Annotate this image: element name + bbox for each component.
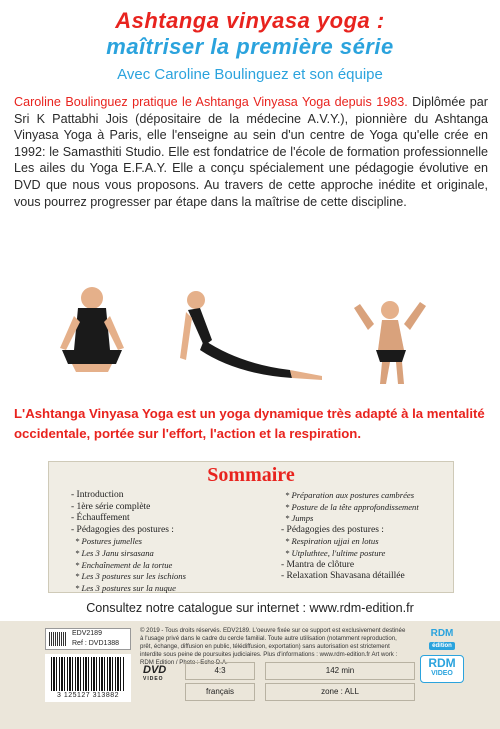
catalogue-link-text: Consultez notre catalogue sur internet : www.rdm-edition.fr [86,601,414,615]
summary-subitem: * Postures jumelles [75,536,142,547]
summary-subitem: * Enchaînement de la tortue [75,559,173,570]
dvd-video-subtext: VIDEO [143,676,164,682]
summary-left-column [71,490,261,594]
subtitle: Avec Caroline Boulinguez et son équipe [117,66,383,83]
summary-subitem: * Jumps [285,513,314,524]
spec-zone: zone : ALL [265,683,415,701]
ref-line: Ref : DVD1388 [72,640,120,647]
summary-subitem: * Les 3 postures sur la nuque [75,582,176,593]
summary-subitem: * Préparation aux postures cambrées [285,490,415,500]
yoga-pose-upward-dog-photo [180,291,322,380]
intro-paragraph [14,94,488,210]
tagline: L'Ashtanga Vinyasa Yoga est un yoga dynamique très adapté à la mentalité occidentale, portée sur l'effort, l'action et la respiration. [14,406,485,441]
rdm-video-logo-text: RDM [428,656,456,670]
ref-code: EDV2189 [72,630,102,637]
title-line-1: Ashtanga vinyasa yoga : [115,8,385,33]
summary-item: - 1ère série complète [71,501,151,512]
summary-item: - Échauffement [71,513,130,524]
edition-logo-text: édition [429,642,455,650]
summary-item: - Pédagogies des postures : [281,524,384,535]
spec-aspect-ratio: 4:3 [185,662,255,680]
summary-item: - Pédagogies des postures : [71,524,174,535]
barcode [45,654,131,702]
summary-box [48,461,454,593]
rdm-logo-text: RDM [430,628,454,639]
summary-title: Sommaire [207,464,295,486]
summary-subitem: * Les 3 Janu sirsasana [75,547,154,558]
spec-language: français [185,683,255,701]
summary-right-column [281,490,451,583]
barcode-icon [51,657,125,691]
reference-box [45,628,131,650]
small-barcode-icon [49,632,67,646]
summary-subitem: * Les 3 postures sur les ischions [75,571,186,582]
yoga-pose-lotus-photo [60,287,124,372]
intro-highlight: Caroline Boulinguez pratique le Ashtanga Vinyasa Yoga depuis 1983. [14,95,408,109]
title-line-2: maîtriser la première série [106,34,394,59]
yoga-pose-arm-balance-photo [354,301,426,384]
barcode-number: 3 125127 313882 [57,692,119,699]
footer-panel [0,621,500,729]
dvd-video-logo [143,664,173,682]
summary-item: - Introduction [71,490,124,500]
intro-body: Diplômée par Sri K Pattabhi Jois (dépositaire de la médecine A.V.Y.), pionnière du Ashtanga Vinyasa Yoga à Paris, elle l'enseigne au sein d'un centre de Yoga qu'elle crée en 1992: le Samasthiti Studio. Elle est fondatrice de l'école de formation professionnelle Les ailes du Yoga E.F.A.Y. Elle a conçu spécialement une pédagogie évolutive en DVD que nous vous proposons. Au travers de cette approche inédite et originale, vous pourrez progresser par étape dans la maîtrise de cette discipline. [14,95,489,209]
summary-subitem: * Respiration ujjai en lotus [285,536,379,547]
rdm-video-logo [420,655,464,683]
rdm-edition-logo [422,628,462,650]
spec-duration: 142 min [265,662,415,680]
yoga-photos [0,280,500,400]
summary-subitem: * Posture de la tête approfondissement [285,501,419,512]
dvd-logo-text: DVD [143,664,167,676]
summary-item: - Relaxation Shavasana détaillée [281,571,405,582]
legal-notice: © 2019 - Tous droits réservés. EDV2189. L'oeuvre fixée sur ce support est exclusivement destinée à l'usage privé dans le cadre du cercle familial. Toute autre utilisation (notamment reproduction, prêt, échange, diffusion en public, télédiffusion, exportation) sans autorisation est strictement interdite sous peine de poursuites judiciaires. Plus d'informations : www.rdm-edition.fr Art work : RDM Edition / Photo : Echo D.A. [140,627,406,666]
summary-subitem: * Utpluthtee, l'ultime posture [285,547,386,558]
video-logo-text: VIDEO [431,670,453,677]
summary-item: - Mantra de clôture [281,559,355,570]
